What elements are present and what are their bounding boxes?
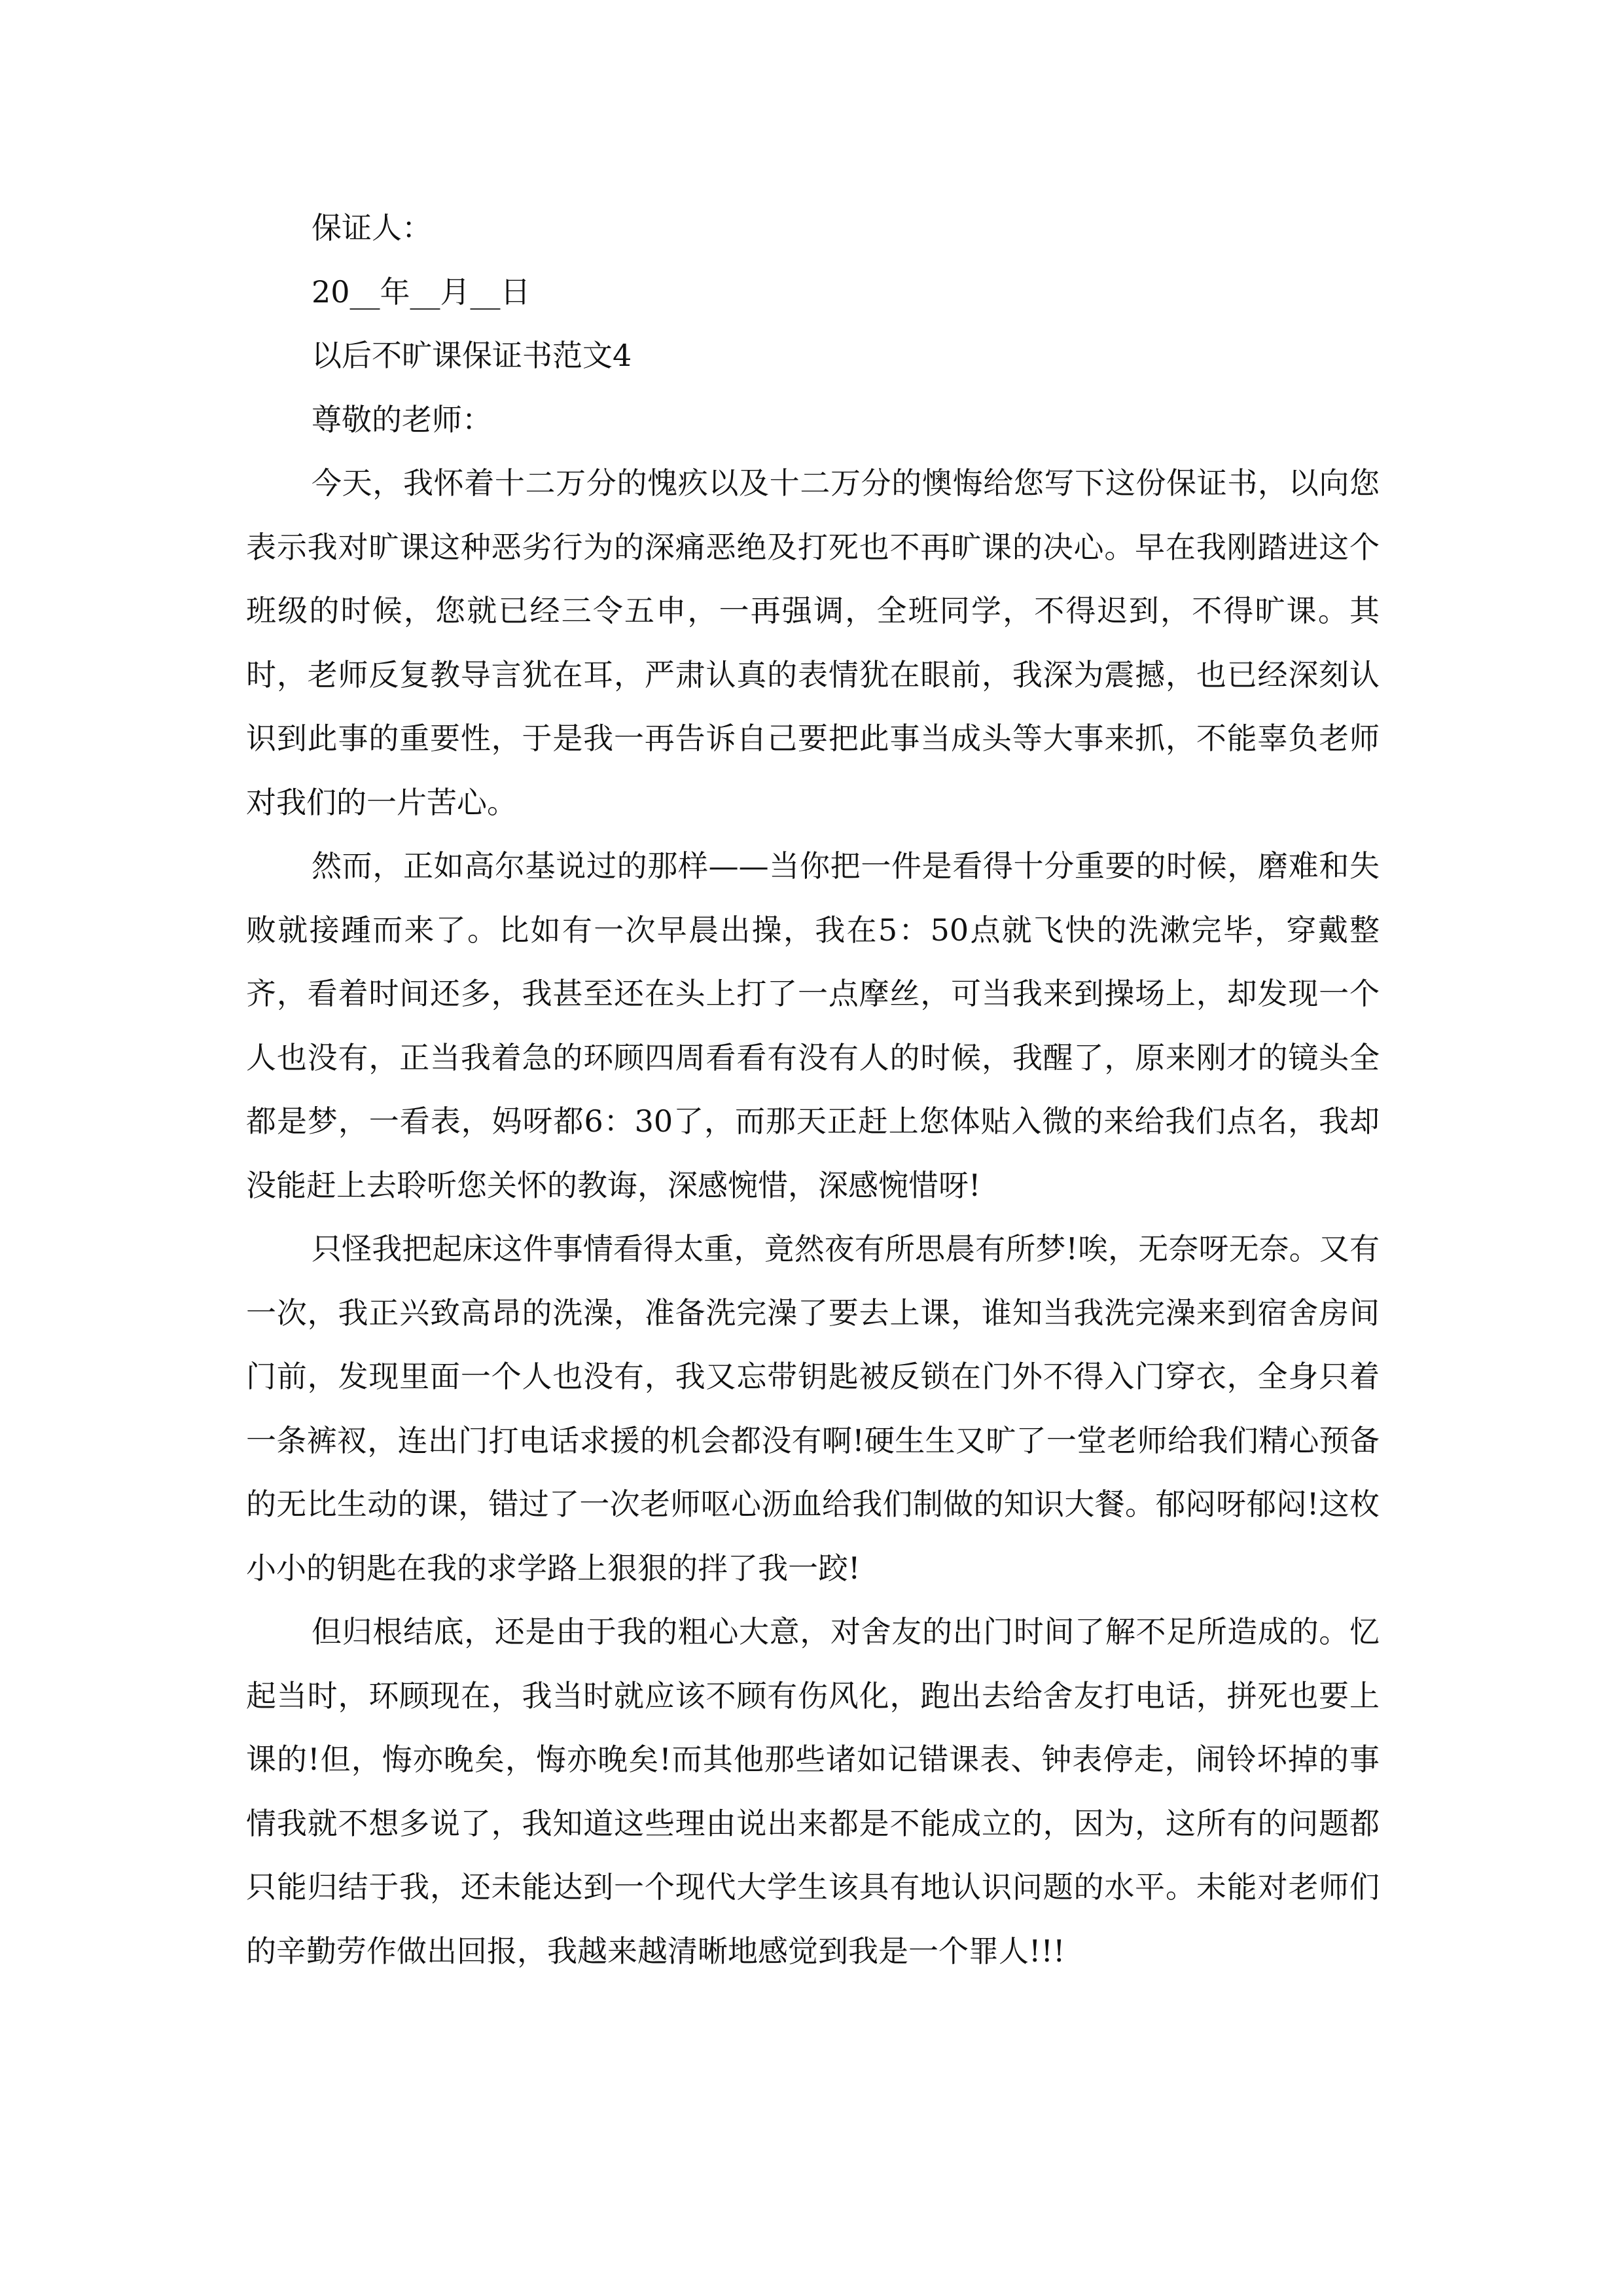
- paragraph-3: 只怪我把起床这件事情看得太重，竟然夜有所思晨有所梦!唉，无奈呀无奈。又有一次，我正兴致高昂的洗澡，准备洗完澡了要去上课，谁知当我洗完澡来到宿舍房间门前，发现里面一个人也没有，我又忘带钥匙被反锁在门外不得入门穿衣，全身只着一条裤衩，连出门打电话求援的机会都没有啊!硬生生又旷了一堂老师给我们精心预备的无比生动的课，错过了一次老师呕心沥血给我们制做的知识大餐。郁闷呀郁闷!这枚小小的钥匙在我的求学路上狠狠的拌了我一跤!: [246, 1231, 1380, 1586]
- document-body: [246, 196, 1380, 1983]
- paragraph-1: 今天，我怀着十二万分的愧疚以及十二万分的懊悔给您写下这份保证书，以向您表示我对旷课这种恶劣行为的深痛恶绝及打死也不再旷课的决心。早在我刚踏进这个班级的时候，您就已经三令五申，一再强调，全班同学，不得迟到，不得旷课。其时，老师反复教导言犹在耳，严肃认真的表情犹在眼前，我深为震撼，也已经深刻认识到此事的重要性，于是我一再告诉自己要把此事当成头等大事来抓，不能辜负老师对我们的一片苦心。: [246, 465, 1380, 820]
- section-heading: 以后不旷课保证书范文4: [312, 338, 632, 373]
- paragraph-2: 然而，正如高尔基说过的那样——当你把一件是看得十分重要的时候，磨难和失败就接踵而来了。比如有一次早晨出操，我在5：50点就飞快的洗漱完毕，穿戴整齐，看着时间还多，我甚至还在头上打了一点摩丝，可当我来到操场上，却发现一个人也没有，正当我着急的环顾四周看看有没有人的时候，我醒了，原来刚才的镜头全都是梦，一看表，妈呀都6：30了，而那天正赶上您体贴入微的来给我们点名，我却没能赶上去聆听您关怀的教诲，深感惋惜，深感惋惜呀!: [246, 848, 1380, 1203]
- paragraph-4: 但归根结底，还是由于我的粗心大意，对舍友的出门时间了解不足所造成的。忆起当时，环顾现在，我当时就应该不顾有伤风化，跑出去给舍友打电话，拼死也要上课的!但，悔亦晚矣，悔亦晚矣!而其他那些诸如记错课表、钟表停走，闹铃坏掉的事情我就不想多说了，我知道这些理由说出来都是不能成立的，因为，这所有的问题都只能归结于我，还未能达到一个现代大学生该具有地认识问题的水平。未能对老师们的辛勤劳作做出回报，我越来越清晰地感觉到我是一个罪人!!!: [246, 1614, 1380, 1969]
- date-line: 20__年__月__日: [312, 274, 531, 310]
- salutation: 尊敬的老师：: [312, 401, 492, 437]
- signer-label: 保证人：: [312, 210, 432, 245]
